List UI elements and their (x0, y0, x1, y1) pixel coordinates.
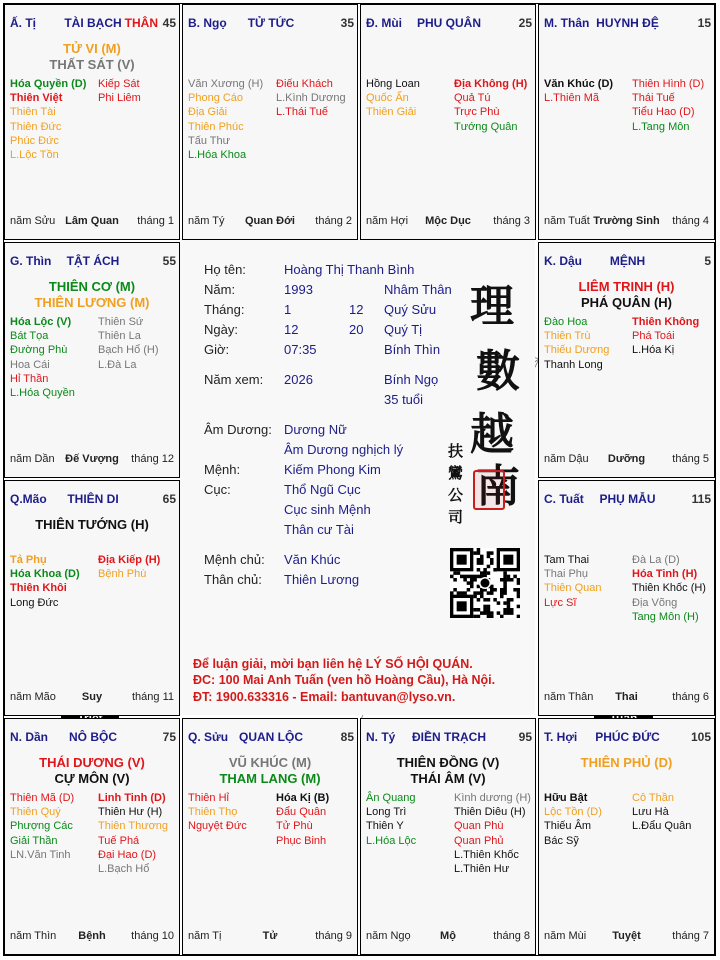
palace-age: 65 (162, 492, 176, 506)
palace-footer (10, 453, 174, 467)
star-label: Hóa Khoa (D) (10, 568, 80, 581)
palace-header (366, 16, 532, 32)
star-column-left (188, 791, 247, 834)
star-label: Đà La (D) (632, 554, 680, 566)
palace-name: PHU QUÂN (416, 16, 481, 30)
star-label: L.Đẩu Quân (632, 820, 692, 833)
info-label: Âm Dương: (204, 422, 272, 437)
palace-age: 115 (691, 492, 711, 506)
main-star: CỰ MÔN (V) (54, 771, 130, 786)
star-label: Quả Tú (454, 92, 491, 105)
star-column-left (366, 791, 416, 848)
palace-stem-branch: M. Thân (544, 16, 590, 30)
footer-stage: Suy (81, 691, 103, 703)
main-star: THÁI ÂM (V) (410, 771, 486, 786)
palace-stem-branch: Đ. Mùi (366, 16, 402, 30)
star-column-right (454, 77, 527, 134)
star-label: Thanh Long (544, 358, 603, 371)
star-label: Bệnh Phù (98, 568, 147, 581)
palace-stem-branch: C. Tuất (544, 492, 584, 506)
main-star: THIÊN CƠ (M) (48, 279, 136, 294)
star-label: L.Hóa Khoa (188, 149, 247, 162)
palace-stem-branch: Ấ. Tị (10, 16, 36, 30)
star-label: Thiên Khốc (H) (632, 582, 706, 595)
star-column-left (544, 553, 601, 610)
star-column-left (10, 553, 80, 610)
star-column-left (188, 77, 263, 162)
main-star: LIÊM TRINH (H) (578, 279, 675, 294)
star-label: Tả Phụ (10, 554, 47, 566)
star-label: Thiên Đức (10, 120, 62, 133)
star-label: Kình dương (H) (454, 792, 531, 804)
main-star: THAM LANG (M) (219, 771, 321, 786)
palace-name: QUAN LỘC (239, 730, 303, 744)
palace-suu[interactable] (182, 718, 358, 955)
footer-stage: Dưỡng (607, 453, 646, 465)
palace-footer (366, 215, 530, 229)
star-label: Văn Khúc (D) (544, 78, 614, 90)
star-label: Long Trì (366, 806, 407, 819)
star-label: Hóa Quyền (D) (10, 78, 87, 90)
footer-stage: Tuyệt (612, 930, 641, 942)
star-label: Quốc Ấn (366, 92, 409, 105)
star-label: Ân Quang (366, 792, 416, 804)
star-column-right (454, 791, 531, 876)
star-label: Kiếp Sát (98, 78, 140, 90)
star-label: Tử Phù (276, 820, 313, 833)
star-label: Thiếu Dương (544, 344, 610, 357)
palace-footer (544, 453, 709, 467)
footer-month: tháng 6 (672, 691, 709, 703)
info-value-canchi: Quý Sửu (384, 302, 437, 317)
star-label: Phi Liêm (98, 92, 141, 105)
palace-mao[interactable] (4, 480, 180, 716)
palace-age: 85 (340, 730, 354, 744)
footer-month: tháng 9 (315, 930, 352, 942)
star-label: Tấu Thư (188, 134, 231, 147)
star-label: Thiên Y (366, 820, 404, 833)
star-label: Điếu Khách (276, 78, 333, 90)
contact-line: ĐC: 100 Mai Anh Tuấn (ven hồ Hoàng Cầu), Hà Nội. (193, 673, 496, 687)
star-label: Phượng Các (10, 820, 73, 833)
footer-year: năm Dậu (544, 453, 589, 465)
palace-header (188, 730, 354, 746)
palace-header (544, 730, 711, 746)
star-column-right (632, 791, 691, 834)
palace-age: 95 (518, 730, 532, 744)
palace-name: TÀI BẠCH (64, 16, 122, 30)
info-value: 07:35 (284, 342, 317, 357)
star-label: Hồng Loan (366, 78, 420, 90)
palace-age: 5 (704, 254, 711, 268)
footer-month: tháng 3 (493, 215, 530, 227)
palace-age: 15 (697, 16, 711, 30)
info-value-lunar: 20 (349, 322, 364, 337)
star-column-right (276, 791, 329, 848)
footer-year: năm Thìn (10, 930, 57, 942)
star-column-right (632, 315, 699, 358)
footer-stage: Tử (262, 930, 278, 942)
star-label: Đẩu Quân (276, 806, 327, 819)
palace-name: NÔ BỘC (69, 730, 117, 744)
footer-year: năm Ngọ (366, 930, 411, 942)
palace-age: 35 (340, 16, 354, 30)
star-label: LN.Văn Tinh (10, 848, 71, 861)
footer-stage: Đế Vượng (65, 453, 119, 465)
palace-dan[interactable] (4, 718, 180, 955)
info-label: Mệnh chủ: (204, 552, 265, 567)
palace-header (10, 730, 176, 746)
star-label: Tuế Phá (98, 834, 140, 847)
star-column-left (544, 791, 602, 848)
palace-stem-branch: B. Ngọ (188, 16, 227, 30)
contact-line: Để luận giải, mời bạn liên hệ LÝ SỐ HỘI QUÁN. (193, 657, 473, 671)
info-value: Cục sinh Mệnh (284, 502, 371, 517)
star-label: Tam Thai (544, 554, 590, 566)
footer-stage: Bệnh (78, 930, 106, 942)
info-value: Thân cư Tài (284, 522, 354, 537)
palace-mui[interactable] (360, 4, 536, 240)
palace-footer (188, 215, 352, 229)
palace-hoi[interactable] (538, 718, 715, 955)
star-column-right (98, 315, 159, 372)
star-label: Lưu Hà (632, 806, 669, 819)
main-star: PHÁ QUÂN (H) (581, 295, 672, 310)
star-label: Giải Thần (10, 834, 58, 847)
info-value-canchi: Bính Ngọ (384, 372, 439, 387)
info-value-canchi: Bính Thìn (384, 342, 441, 357)
palace-header (10, 254, 176, 270)
info-value: Kiếm Phong Kim (284, 462, 381, 477)
palace-stem-branch: G. Thìn (10, 254, 52, 268)
palace-age: 45 (162, 16, 176, 30)
palace-header (10, 16, 176, 32)
star-label: Phong Cáo (188, 92, 244, 105)
star-label: Nguyệt Đức (188, 820, 247, 833)
palace-header (366, 730, 532, 746)
info-value: 2026 (284, 372, 313, 387)
star-label: Bát Tọa (10, 330, 49, 343)
info-value-canchi: 35 tuổi (384, 392, 424, 407)
info-value: Hoàng Thị Thanh Bình (284, 262, 415, 277)
footer-month: tháng 10 (131, 930, 174, 942)
calligraphy-char: 數 (476, 346, 520, 397)
star-label: L.Kình Dương (276, 92, 346, 105)
main-star: THIÊN LƯƠNG (M) (34, 295, 150, 310)
info-value: 1993 (284, 282, 313, 297)
palace-name: THIÊN DI (67, 492, 119, 506)
info-value: Dương Nữ (284, 422, 347, 437)
star-column-left (366, 77, 420, 120)
palace-footer (366, 930, 530, 944)
footer-month: tháng 4 (672, 215, 709, 227)
palace-name: TẬT ÁCH (66, 254, 120, 268)
info-label: Giờ: (204, 342, 230, 357)
palace-footer (544, 215, 709, 229)
footer-month: tháng 7 (672, 930, 709, 942)
info-value: Thổ Ngũ Cục (284, 482, 361, 497)
star-label: Tiểu Hao (D) (632, 106, 695, 119)
footer-stage: Mộc Dục (425, 215, 471, 227)
palace-age: 75 (162, 730, 176, 744)
footer-month: tháng 11 (131, 691, 174, 703)
info-value: 12 (284, 322, 299, 337)
star-label: Thiên Việt (10, 92, 63, 105)
palace-footer (544, 691, 709, 705)
star-label: Hữu Bật (544, 792, 588, 804)
star-label: Phá Toái (632, 330, 675, 343)
star-label: Văn Xương (H) (188, 78, 264, 90)
star-label: L.Đà La (98, 358, 137, 371)
info-label: Thân chủ: (204, 572, 262, 587)
footer-year: năm Thân (544, 691, 594, 703)
star-column-right (276, 77, 346, 120)
star-column-left (10, 77, 86, 162)
palace-name: PHỤ MẪU (599, 492, 656, 506)
palace-footer (188, 930, 352, 944)
star-label: Thiên Quý (10, 806, 61, 819)
star-label: L.Thiên Khốc (454, 848, 519, 861)
info-label: Ngày: (204, 322, 238, 337)
footer-year: năm Sửu (10, 215, 56, 227)
footer-month: tháng 8 (493, 930, 530, 942)
palace-name: MỆNH (609, 254, 646, 268)
star-label: Tướng Quân (454, 120, 518, 133)
main-star: THẤT SÁT (V) (49, 57, 135, 72)
star-label: Thiên Giải (366, 106, 417, 119)
footer-year: năm Tý (188, 215, 225, 227)
star-label: Địa Giải (188, 106, 228, 119)
info-label: Cục: (204, 482, 231, 497)
star-label: Thiên Diêu (H) (454, 806, 526, 819)
main-star: THIÊN TƯỚNG (H) (35, 517, 149, 532)
palace-header (10, 492, 176, 508)
palace-ti[interactable] (360, 718, 536, 955)
palace-stem-branch: T. Hợi (544, 730, 578, 744)
star-column-right (98, 791, 168, 876)
star-label: Hỉ Thần (10, 372, 49, 385)
star-label: Thiên Thương (98, 820, 169, 833)
star-label: Thai Phụ (544, 568, 589, 581)
palace-header (544, 254, 711, 270)
palace-thin[interactable] (4, 242, 180, 478)
palace-age: 25 (518, 16, 532, 30)
star-label: Thiên Hư (H) (98, 806, 163, 819)
footer-year: năm Mão (10, 691, 56, 703)
palace-ngo[interactable] (182, 4, 358, 240)
info-value: Thiên Lương (284, 572, 360, 587)
star-label: Hóa Kị (B) (276, 792, 330, 804)
star-column-left (544, 77, 613, 105)
palace-name: HUYNH ĐỆ (596, 16, 659, 30)
palace-age: 55 (162, 254, 176, 268)
main-star: THIÊN ĐỒNG (V) (396, 755, 500, 770)
main-star: VŨ KHÚC (M) (228, 755, 312, 770)
star-label: Thiên Hình (D) (632, 78, 705, 90)
star-label: Thái Tuế (632, 92, 675, 105)
info-label: Tháng: (204, 302, 245, 317)
star-label: Thiên Hỉ (188, 792, 229, 804)
star-label: Quan Phủ (454, 834, 504, 847)
palace-age: 105 (690, 730, 711, 744)
star-label: Thiên La (98, 330, 141, 343)
info-label: Họ tên: (204, 262, 246, 277)
star-label: L.Tang Môn (632, 120, 690, 133)
star-label: Lộc Tồn (D) (544, 806, 602, 819)
star-label: Cô Thần (632, 792, 674, 804)
info-label: Năm: (204, 282, 236, 297)
footer-year: năm Mùi (544, 930, 587, 942)
star-label: L.Thái Tuế (276, 106, 328, 119)
star-label: Thiên Khôi (10, 582, 67, 595)
calligraphy-char: 越 (470, 409, 514, 460)
star-label: L.Thiên Hư (454, 863, 510, 876)
info-label: Mệnh: (204, 462, 241, 477)
star-label: Phục Binh (276, 834, 327, 847)
main-star: TỬ VI (M) (63, 41, 121, 56)
palace-footer (10, 215, 174, 229)
palace-stem-branch: Q. Sửu (188, 730, 229, 744)
than-marker: THÂN (124, 16, 158, 30)
info-label: Năm xem: (204, 372, 264, 387)
footer-month: tháng 2 (315, 215, 352, 227)
star-label: Đại Hao (D) (98, 848, 157, 861)
footer-stage: Mộ (440, 930, 456, 942)
palace-footer (10, 930, 174, 944)
star-column-left (10, 315, 75, 400)
star-label: Tang Môn (H) (632, 610, 699, 623)
star-column-right (98, 77, 141, 105)
palace-stem-branch: N. Dần (10, 730, 49, 744)
star-label: Hóa Lộc (V) (10, 316, 72, 328)
info-value-lunar: 12 (349, 302, 364, 317)
star-label: L.Hóa Kị (632, 344, 675, 357)
star-column-right (632, 553, 706, 624)
star-label: L.Bạch Hổ (98, 863, 150, 876)
footer-year: năm Hợi (366, 215, 409, 227)
star-label: Thiên Tài (10, 106, 56, 119)
star-label: Đào Hoa (544, 316, 588, 328)
footer-month: tháng 1 (137, 215, 174, 227)
star-label: Thiên Phúc (188, 120, 244, 133)
footer-stage: Lâm Quan (65, 215, 119, 227)
star-column-right (632, 77, 704, 134)
star-column-left (544, 315, 609, 372)
star-label: Thiên Trù (544, 330, 591, 343)
palace-dau[interactable] (538, 242, 715, 478)
star-column-right (98, 553, 160, 581)
contact-line: ĐT: 1900.633316 - Email: bantuvan@lyso.vn. (193, 690, 456, 704)
palace-stem-branch: Q.Mão (10, 492, 47, 506)
info-value-canchi: Quý Tị (384, 322, 423, 337)
palace-ty[interactable] (4, 4, 180, 240)
star-label: Bạch Hổ (H) (98, 344, 159, 357)
palace-name: PHÚC ĐỨC (595, 730, 660, 744)
info-value: 1 (284, 302, 292, 317)
info-value: Âm Dương nghịch lý (284, 442, 404, 457)
star-label: Lực Sĩ (544, 596, 577, 609)
star-label: Phúc Đức (10, 134, 59, 147)
calligraphy-char: 理 (470, 281, 514, 332)
main-star: THIÊN PHỦ (D) (580, 755, 673, 770)
qr-code[interactable] (450, 548, 520, 618)
star-label: Địa Kiếp (H) (98, 554, 161, 566)
footer-stage: Trường Sinh (593, 215, 660, 227)
star-label: Địa Không (H) (454, 78, 528, 90)
star-label: L.Hóa Lộc (366, 834, 417, 847)
palace-footer (10, 691, 174, 705)
palace-name: TỬ TỨC (247, 16, 295, 30)
star-label: Thiên Mã (D) (10, 792, 75, 804)
palace-stem-branch: K. Dậu (544, 254, 583, 268)
calligraphy-char: 南 (476, 461, 520, 512)
palace-than[interactable] (538, 4, 715, 240)
footer-year: năm Dần (10, 453, 55, 465)
star-label: Thiên Quan (544, 582, 602, 595)
star-label: Linh Tinh (D) (98, 792, 166, 804)
footer-stage: Thai (615, 691, 638, 703)
footer-month: tháng 12 (131, 453, 174, 465)
red-seal (473, 470, 505, 510)
footer-year: năm Tị (188, 930, 222, 942)
footer-year: năm Tuất (544, 215, 590, 227)
star-label: Trực Phù (454, 106, 500, 119)
star-column-left (10, 791, 74, 862)
main-star: THÁI DƯƠNG (V) (39, 755, 145, 770)
footer-month: tháng 5 (672, 453, 709, 465)
footer-stage: Quan Đới (245, 215, 295, 227)
star-label: Thiên Không (632, 316, 700, 328)
star-label: Thiếu Âm (544, 820, 592, 833)
calligraphy-side: 扶鸞公司 (448, 442, 464, 526)
info-value: Văn Khúc (284, 552, 341, 567)
star-label: Đường Phù (10, 344, 68, 357)
star-label: Bác Sỹ (544, 834, 579, 847)
palace-name: ĐIỀN TRẠCH (412, 730, 486, 744)
star-label: Quan Phù (454, 820, 504, 833)
star-label: L.Lộc Tồn (10, 149, 59, 162)
star-label: Hóa Tinh (H) (632, 568, 698, 581)
star-label: Thiên Thọ (188, 806, 238, 819)
star-label: L.Thiên Mã (544, 92, 600, 105)
info-value-canchi: Nhâm Thân (384, 282, 452, 297)
star-label: Thiên Sứ (98, 316, 144, 328)
star-label: Hoa Cái (10, 358, 50, 371)
palace-header (188, 16, 354, 32)
palace-tuat[interactable] (538, 480, 715, 716)
star-label: L.Hóa Quyền (10, 387, 75, 400)
palace-header (544, 16, 711, 32)
palace-header (544, 492, 711, 508)
star-label: Địa Võng (632, 596, 678, 609)
star-label: Long Đức (10, 596, 59, 609)
palace-stem-branch: N. Tý (366, 730, 396, 744)
palace-footer (544, 930, 709, 944)
